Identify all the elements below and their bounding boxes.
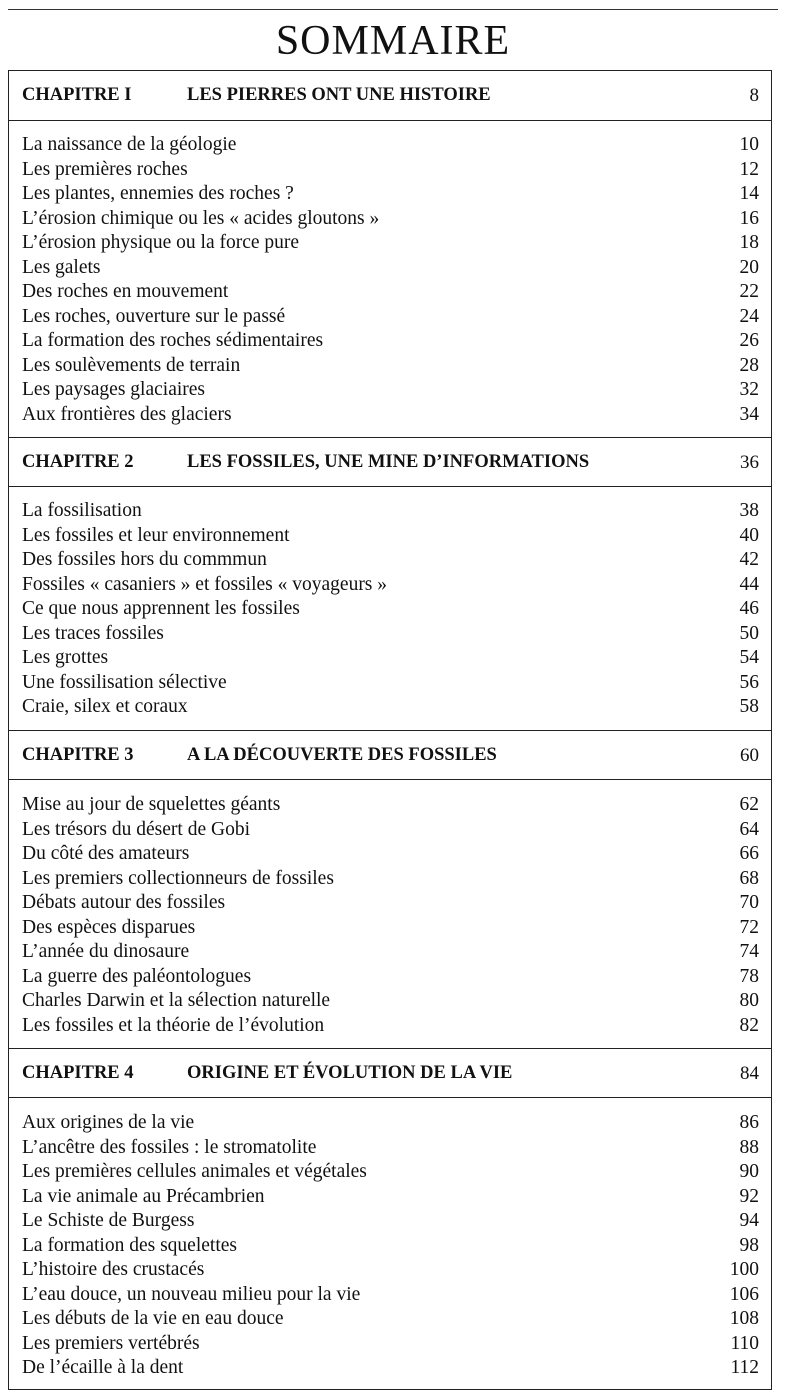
toc-entry [9,867,771,892]
chapter-label: CHAPITRE 4 [22,1063,134,1083]
entry-page-number: 72 [739,916,759,938]
entry-title: Les premiers collectionneurs de fossiles [22,867,334,889]
entry-page-number: 62 [739,794,759,815]
entry-title: Les galets [22,256,101,278]
chapter-header [9,71,771,121]
entry-page-number: 88 [739,1136,759,1158]
entry-page-number: 110 [730,1332,759,1354]
entry-page-number: 90 [739,1161,759,1182]
entry-page-number: 46 [739,598,759,619]
entry-page-number: 100 [729,1259,759,1280]
entry-title: La vie animale au Précambrien [22,1185,265,1207]
toc-entry [9,965,771,990]
toc-entry [9,989,771,1014]
entry-title: L’eau douce, un nouveau milieu pour la vie [22,1283,361,1305]
entry-title: La formation des roches sédimentaires [22,330,324,351]
toc-entry [9,1160,771,1185]
entry-title: Les fossiles et leur environnement [22,524,290,546]
toc-entry [9,1307,771,1332]
entry-page-number: 54 [739,647,759,668]
chapter-page-number: 36 [740,452,759,473]
entry-page-number: 112 [730,1357,759,1378]
entry-title: Mise au jour de squelettes géants [22,794,281,815]
entry-title: Fossiles « casaniers » et fossiles « voyageurs » [22,573,388,595]
entry-page-number: 42 [739,549,759,570]
entry-title: Des fossiles hors du commmun [22,549,267,570]
toc-entry [9,133,771,158]
toc-entry [9,158,771,183]
chapter-label: CHAPITRE 2 [22,452,134,472]
chapter-title: LES PIERRES ONT UNE HISTOIRE [187,85,491,105]
toc-entry [9,940,771,965]
toc-entry [9,329,771,354]
toc-entry [9,1209,771,1234]
toc-entry [9,1111,771,1136]
toc-entry [9,378,771,403]
entry-page-number: 24 [739,305,759,327]
toc-entry [9,1258,771,1283]
entry-title: L’histoire des crustacés [22,1259,205,1280]
entry-title: La guerre des paléontologues [22,965,252,987]
entry-title: Débats autour des fossiles [22,892,226,913]
entry-page-number: 44 [739,573,759,595]
toc-entry [9,524,771,549]
entry-page-number: 22 [739,281,759,302]
toc-entry [9,597,771,622]
entry-page-number: 64 [739,818,759,840]
toc-entry [9,1185,771,1210]
entry-title: Les premiers vertébrés [22,1332,200,1354]
entry-title: Les soulèvements de terrain [22,354,241,376]
chapter-header [9,1048,771,1098]
entry-page-number: 40 [739,524,759,546]
entry-page-number: 98 [739,1234,759,1256]
entry-title: Les premières cellules animales et végétales [22,1161,367,1182]
entry-title: L’année du dinosaure [22,941,190,962]
entry-title: L’ancêtre des fossiles : le stromatolite [22,1136,317,1158]
toc-entry [9,207,771,232]
entry-page-number: 32 [739,379,759,400]
chapter-label: CHAPITRE I [22,85,132,105]
entry-page-number: 56 [739,671,759,693]
table-of-contents [8,70,772,1390]
entry-title: Du côté des amateurs [22,843,190,864]
chapter-page-number: 84 [740,1063,759,1084]
entry-title: Le Schiste de Burgess [22,1210,195,1231]
entry-page-number: 86 [739,1112,759,1133]
entry-page-number: 18 [739,232,759,253]
entry-page-number: 28 [739,354,759,376]
chapter-entry-list [9,133,771,427]
toc-entry [9,1332,771,1357]
chapter-title: A LA DÉCOUVERTE DES FOSSILES [187,745,497,765]
toc-entry [9,499,771,524]
entry-title: L’érosion physique ou la force pure [22,232,300,253]
entry-title: Charles Darwin et la sélection naturelle [22,990,331,1011]
entry-title: Ce que nous apprennent les fossiles [22,598,300,619]
entry-title: Les trésors du désert de Gobi [22,818,250,840]
entry-title: Une fossilisation sélective [22,671,227,693]
toc-entry [9,671,771,696]
entry-page-number: 66 [739,843,759,864]
entry-title: Des roches en mouvement [22,281,229,302]
toc-entry [9,573,771,598]
chapter-header [9,730,771,780]
entry-page-number: 14 [739,183,759,204]
chapter-page-number: 8 [749,85,759,106]
toc-entry [9,916,771,941]
entry-title: Les premières roches [22,158,188,180]
entry-title: Aux origines de la vie [22,1112,195,1133]
entry-page-number: 94 [739,1210,759,1231]
entry-title: L’érosion chimique ou les « acides gloutons » [22,207,380,229]
toc-entry [9,622,771,647]
toc-entry [9,548,771,573]
entry-title: Les plantes, ennemies des roches ? [22,183,294,204]
toc-entry [9,793,771,818]
entry-page-number: 50 [739,622,759,644]
entry-page-number: 20 [739,256,759,278]
entry-page-number: 58 [739,696,759,717]
toc-entry [9,305,771,330]
chapter-entry-list [9,499,771,720]
chapter-label: CHAPITRE 3 [22,745,134,765]
toc-entry [9,1356,771,1381]
entry-page-number: 70 [739,892,759,913]
toc-entry [9,1136,771,1161]
toc-entry [9,695,771,720]
chapter-page-number: 60 [740,745,759,766]
entry-title: Des espèces disparues [22,916,196,938]
toc-entry [9,818,771,843]
entry-page-number: 34 [739,403,759,425]
top-rule [8,9,778,10]
entry-title: La naissance de la géologie [22,134,237,155]
entry-title: La fossilisation [22,500,142,521]
toc-entry [9,280,771,305]
entry-title: Les traces fossiles [22,622,164,644]
toc-entry [9,182,771,207]
entry-page-number: 108 [729,1308,759,1329]
entry-title: Aux frontières des glaciers [22,403,232,425]
entry-page-number: 92 [739,1185,759,1207]
chapter-title: LES FOSSILES, UNE MINE D’INFORMATIONS [187,452,590,472]
toc-entry [9,403,771,428]
toc-entry [9,646,771,671]
chapter-entry-list [9,793,771,1038]
entry-page-number: 12 [739,158,759,180]
chapter-header [9,437,771,487]
entry-page-number: 10 [739,134,759,155]
entry-title: La formation des squelettes [22,1234,237,1256]
entry-page-number: 80 [739,990,759,1011]
toc-entry [9,1234,771,1259]
entry-page-number: 26 [739,330,759,351]
entry-title: Les grottes [22,647,109,668]
toc-entry [9,231,771,256]
entry-title: Les débuts de la vie en eau douce [22,1308,284,1329]
entry-page-number: 68 [739,867,759,889]
entry-page-number: 74 [739,941,759,962]
toc-entry [9,1283,771,1308]
toc-entry [9,256,771,281]
entry-title: Les roches, ouverture sur le passé [22,305,286,327]
chapter-entry-list [9,1111,771,1381]
entry-title: Les paysages glaciaires [22,379,206,400]
toc-entry [9,354,771,379]
entry-page-number: 82 [739,1014,759,1036]
entry-page-number: 106 [729,1283,759,1305]
entry-title: Craie, silex et coraux [22,696,188,717]
page-title: SOMMAIRE [275,18,511,64]
entry-title: De l’écaille à la dent [22,1357,184,1378]
entry-page-number: 78 [739,965,759,987]
entry-title: Les fossiles et la théorie de l’évolution [22,1014,325,1036]
toc-entry [9,1014,771,1039]
toc-entry [9,842,771,867]
toc-entry [9,891,771,916]
chapter-title: ORIGINE ET ÉVOLUTION DE LA VIE [187,1063,513,1083]
entry-page-number: 16 [739,207,759,229]
entry-page-number: 38 [739,500,759,521]
